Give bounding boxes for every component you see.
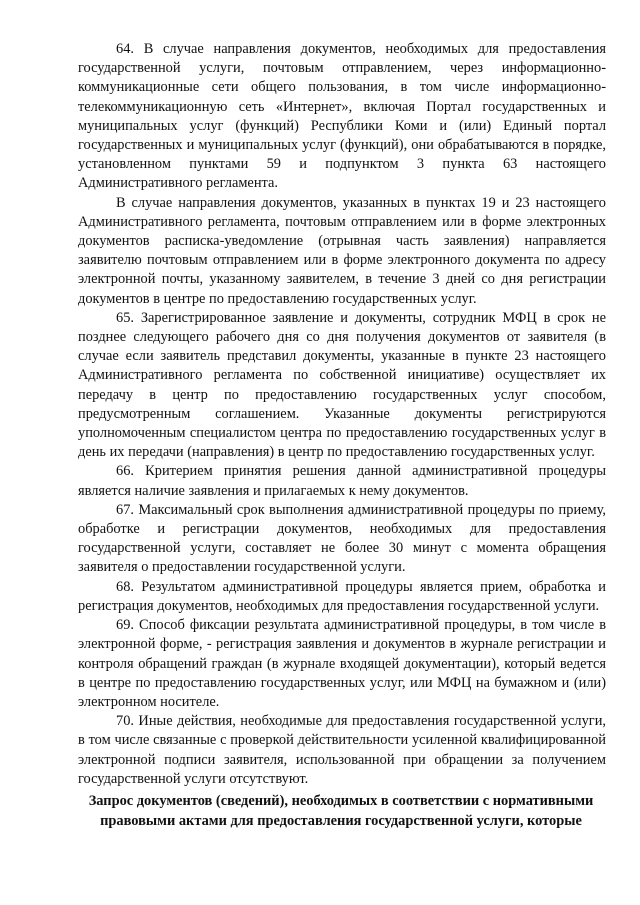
paragraph-67: 67. Максимальный срок выполнения административной процедуры по приему, обработке и регистрации документов, необходимых для предоставления государственной услуги, составляет не более 30 минут с момента обращения заявителя о предоставлении государственной услуги. bbox=[78, 501, 606, 576]
section-heading: Запрос документов (сведений), необходимых в соответствии с нормативными правовыми актами для предоставления государственной услуги, которые bbox=[88, 793, 594, 829]
paragraph-68: 68. Результатом административной процедуры является прием, обработка и регистрация документов, необходимых для предоставления государственной услуги. bbox=[78, 578, 606, 614]
paragraph-64: 64. В случае направления документов, необходимых для предоставления государственной услуги, почтовым отправлением, через информационно-коммуникационные сети общего пользования, в том числе информационно-телекоммуникационную сеть «Интернет», включая Портал государственных и муниципальных услуг (функций) Республики Коми и (или) Единый портал государственных и муниципальных услуг (функций), они обрабатываются в порядке, установленном пунктами 59 и подпунктом 3 пункта 63 настоящего Административного регламента. bbox=[78, 41, 606, 192]
paragraph-69: 69. Способ фиксации результата административной процедуры, в том числе в электронной форме, - регистрация заявления и документов в журнале регистрации и контроля обращений граждан (в журнале входящей документации), который ведется в центре по предоставлению государственных услуг, или МФЦ на бумажном и (или) электронном носителе. bbox=[78, 617, 606, 710]
paragraph-70: 70. Иные действия, необходимые для предоставления государственной услуги, в том числе связанные с проверкой действительности усиленной квалифицированной электронной подписи заявителя, использованной при обращении за получением государственной услуги отсутствуют. bbox=[78, 713, 606, 787]
document-body bbox=[78, 40, 606, 789]
paragraph-66: 66. Критерием принятия решения данной административной процедуры является наличие заявления и прилагаемых к нему документов. bbox=[78, 463, 606, 499]
paragraph-65: 65. Зарегистрированное заявление и документы, сотрудник МФЦ в срок не позднее следующего рабочего дня со дня получения документов от заявителя (в случае если заявитель представил документы, указанные в пункте 23 настоящего Административного регламента по собственной инициативе) осуществляет их передачу в центр по предоставлению государственных услуг способом, предусмотренным соглашением. Указанные документы регистрируются уполномоченным специалистом центра по предоставлению государственных услуг в день их передачи (направления) в центр по предоставлению государственных услуг. bbox=[78, 309, 606, 461]
paragraph-64-continued: В случае направления документов, указанных в пунктах 19 и 23 настоящего Административного регламента, почтовым отправлением или в форме электронных документов расписка-уведомление (отрывная часть заявления) направляется заявителю почтовым отправлением или в форме электронного документа по адресу электронной почты, указанному заявителем, в течение 3 дней со дня регистрации документов в центре по предоставлению государственных услуг. bbox=[78, 194, 606, 307]
